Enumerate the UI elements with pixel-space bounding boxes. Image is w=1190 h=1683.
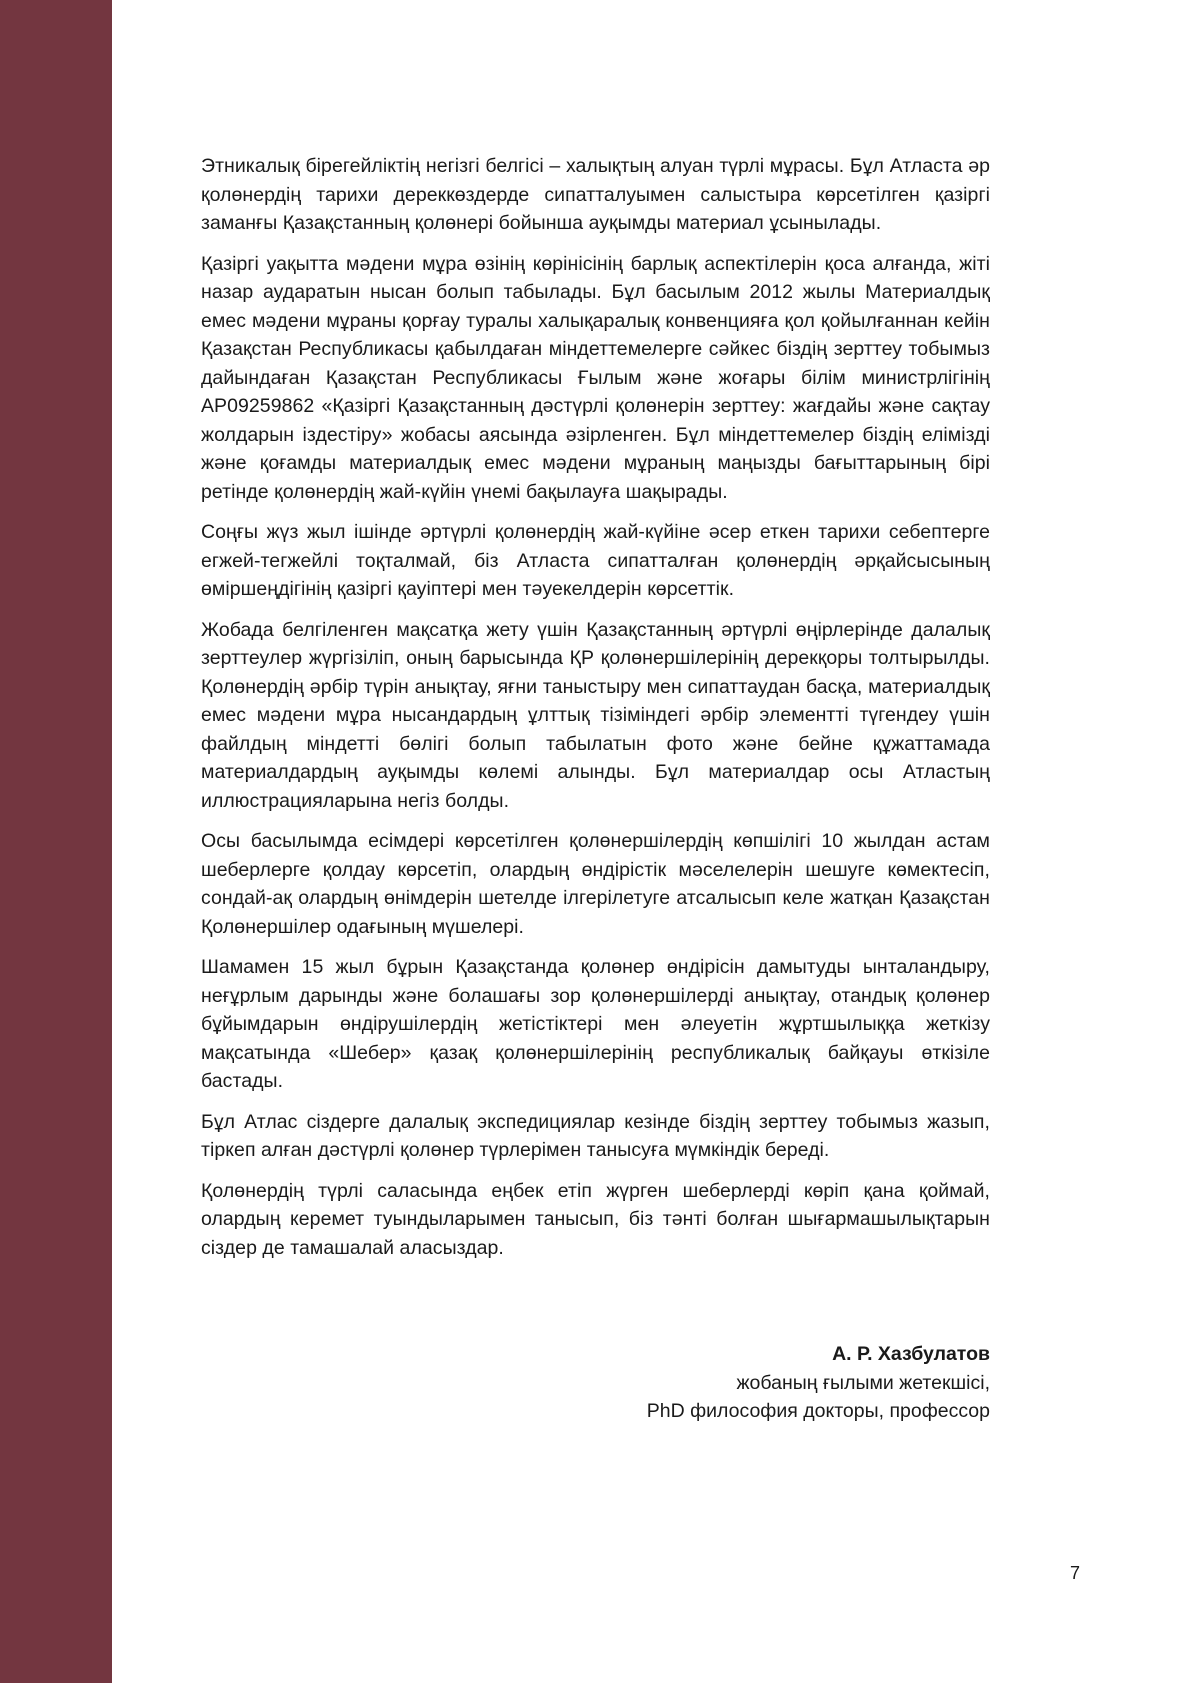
author-name: А. Р. Хазбулатов bbox=[832, 1343, 990, 1365]
paragraph: Шамамен 15 жыл бұрын Қазақстанда қолөнер өндірісін дамытуды ынталандыру, неғұрлым дарынды және болашағы зор қолөнершілерді анықтау, отандық қолөнер бұйымдарын өндірушілердің жетістіктері мен әлеуетін жұртшылыққа жеткізу мақсатында «Шебер» қазақ қолөнершілерінің республикалық байқауы өткізіле бастады. bbox=[201, 956, 990, 1092]
paragraph: Соңғы жүз жыл ішінде әртүрлі қолөнердің жай-күйіне әсер еткен тарихи себептерге егжей-тегжейлі тоқталмай, біз Атласта сипатталған қолөнердің әрқайсысының өміршеңдігінің қазіргі қауіптері мен тәуекелдерін көрсеттік. bbox=[201, 521, 990, 600]
paragraph: Этникалық бірегейліктің негізгі белгісі – халықтың алуан түрлі мұрасы. Бұл Атласта әр қолөнердің тарихи дереккөздерде сипатталуымен салыстыра көрсетілген қазіргі заманғы Қазақстанның қолөнері бойынша ауқымды материал ұсынылады. bbox=[201, 155, 990, 234]
author-degree: PhD философия докторы, профессор bbox=[646, 1400, 990, 1422]
paragraph: Осы басылымда есімдері көрсетілген қолөнершілердің көпшілігі 10 жылдан астам шеберлерге қолдау көрсетіп, олардың өндірістік мәселелерін шешуге көмектесіп, сондай-ақ олардың өнімдерін шетелде ілгерілетуге атсалысып келе жатқан Қазақстан Қолөнершілер одағының мүшелері. bbox=[201, 830, 990, 938]
paragraph: Бұл Атлас сіздерге далалық экспедициялар кезінде біздің зерттеу тобымыз жазып, тіркеп алған дәстүрлі қолөнер түрлерімен танысуға мүмкіндік береді. bbox=[201, 1110, 990, 1161]
paragraph: Жобада белгіленген мақсатқа жету үшін Қазақстанның әртүрлі өңірлерінде далалық зерттеулер жүргізіліп, оның барысында ҚР қолөнершілерінің дерекқоры толтырылды. Қолөнердің әрбір түрін анықтау, яғни таныстыру мен сипаттаудан басқа, материалдық емес мәдени мұра нысандардың ұлттық тізіміндегі әрбір элементті түгендеу үшін файлдың міндетті бөлігі болып табылатын фото және бейне құжаттамада материалдардың ауқымды көлемі алынды. Бұл материалдар осы Атластың иллюстрацияларына негіз болды. bbox=[201, 618, 990, 812]
paragraph: Қазіргі уақытта мәдени мұра өзінің көрінісінің барлық аспектілерін қоса алғанда, жіті назар аударатын нысан болып табылады. Бұл басылым 2012 жылы Материалдық емес мәдени мұраны қорғау туралы халықаралық конвенцияға қол қойылғаннан кейін Қазақстан Республикасы қабылдаған міндеттемелерге сәйкес біздің зерттеу тобымыз дайындаған Қазақстан Республикасы Ғылым және жоғары білім министрлігінің AP09259862 «Қазіргі Қазақстанның дәстүрлі қолөнерін зерттеу: жағдайы және сақтау жолдарын іздестіру» жобасы аясында әзірленген. Бұл міндеттемелер біздің елімізді және қоғамды материалдық емес мәдени мұраның маңызды бағыттарының бірі ретінде қолөнердің жай-күйін үнемі бақылауға шақырады. bbox=[201, 252, 990, 503]
paragraph: Қолөнердің түрлі саласында еңбек етіп жүрген шеберлерді көріп қана қоймай, олардың керемет туындыларымен танысып, біз тәнті болған шығармашылықтарын сіздер де тамашалай аласыздар. bbox=[201, 1179, 990, 1259]
main-text bbox=[201, 152, 990, 1274]
page-number: 7 bbox=[1070, 1563, 1081, 1583]
signature-block bbox=[647, 1340, 990, 1426]
side-color-bar bbox=[0, 0, 112, 1683]
author-role: жобаның ғылыми жетекшісі, bbox=[736, 1371, 990, 1394]
